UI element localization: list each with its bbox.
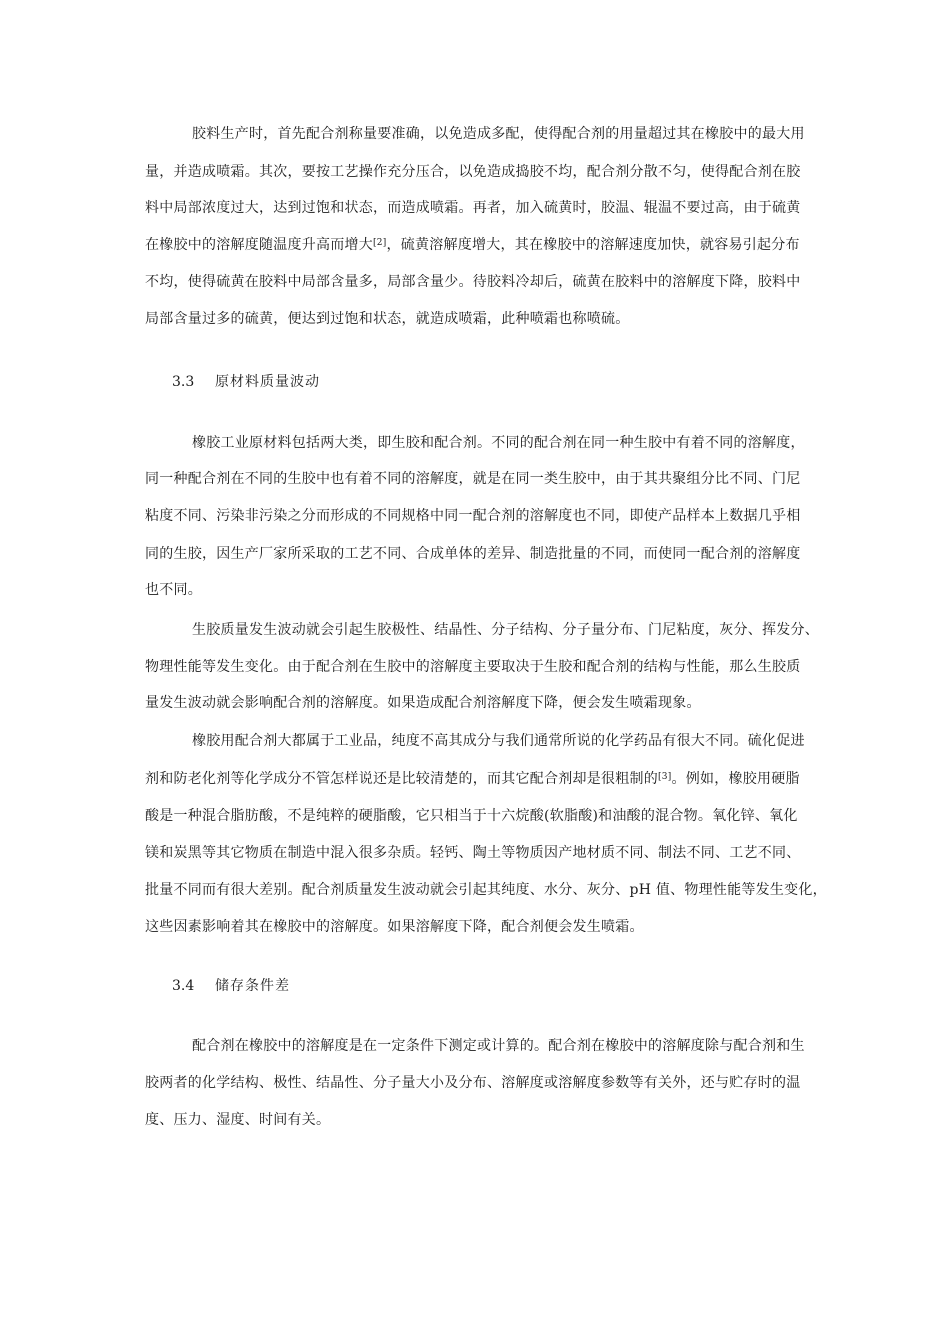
paragraph-4-line-5: 批量不同而有很大差别。配合剂质量发生波动就会引起其纯度、水分、灰分、pH 值、物理性能等发生变化， (145, 882, 827, 898)
paragraph-2-line-5: 也不同。 (145, 582, 202, 598)
line-text: 剂和防老化剂等化学成分不管怎样说还是比较清楚的，而其它配合剂却是很粗制的 (145, 771, 658, 787)
line-text: ，硫黄溶解度增大，其在橡胶中的溶解速度加快，就容易引起分布 (386, 237, 800, 253)
paragraph-5-line-3: 度、压力、湿度、时间有关。 (145, 1112, 331, 1128)
paragraph-1-line-5: 不均，使得硫黄在胶料中局部含量多，局部含量少。待胶料冷却后，硫黄在胶料中的溶解度下降，胶料中 (145, 274, 801, 290)
paragraph-3-line-1: 生胶质量发生波动就会引起生胶极性、结晶性、分子结构、分子量分布、门尼粘度，灰分、挥发分、 (192, 622, 819, 638)
paragraph-3-line-2: 物理性能等发生变化。由于配合剂在生胶中的溶解度主要取决于生胶和配合剂的结构与性能，那么生胶质 (145, 659, 801, 675)
paragraph-2-line-4: 同的生胶，因生产厂家所采取的工艺不同、合成单体的差异、制造批量的不同，而使同一配合剂的溶解度 (145, 546, 801, 562)
paragraph-3-line-3: 量发生波动就会影响配合剂的溶解度。如果造成配合剂溶解度下降，便会发生喷霜现象。 (145, 695, 701, 711)
line-text: 在橡胶中的溶解度随温度升高而增大 (145, 237, 373, 253)
paragraph-1-line-6: 局部含量过多的硫黄，便达到过饱和状态，就造成喷霜，此种喷霜也称喷硫。 (145, 311, 630, 327)
paragraph-2-line-3: 粘度不同、污染非污染之分而形成的不同规格中同一配合剂的溶解度也不同，即使产品样本上数据几乎相 (145, 508, 801, 524)
section-title: 储存条件差 (215, 978, 290, 994)
paragraph-4-line-3: 酸是一种混合脂肪酸，不是纯粹的硬脂酸，它只相当于十六烷酸(软脂酸)和油酸的混合物。氧化锌、氧化 (145, 808, 798, 824)
paragraph-4-line-6: 这些因素影响着其在橡胶中的溶解度。如果溶解度下降，配合剂便会发生喷霜。 (145, 919, 644, 935)
paragraph-4-line-2 (145, 769, 800, 789)
citation-ref: [2] (373, 238, 387, 248)
paragraph-5-line-1: 配合剂在橡胶中的溶解度是在一定条件下测定或计算的。配合剂在橡胶中的溶解度除与配合剂和生 (192, 1038, 805, 1054)
paragraph-2-line-2: 同一种配合剂在不同的生胶中也有着不同的溶解度，就是在同一类生胶中，由于其共聚组分比不同、门尼 (145, 471, 801, 487)
paragraph-1-line-1: 胶料生产时，首先配合剂称量要准确，以免造成多配，使得配合剂的用量超过其在橡胶中的最大用 (192, 126, 805, 142)
section-number: 3.3 (172, 374, 195, 390)
citation-ref: [3] (658, 772, 672, 782)
paragraph-1-line-4 (145, 235, 800, 255)
section-number: 3.4 (172, 978, 195, 994)
paragraph-1-line-2: 量，并造成喷霜。其次，要按工艺操作充分压合，以免造成捣胶不均，配合剂分散不匀，使得配合剂在胶 (145, 164, 801, 180)
paragraph-2-line-1: 橡胶工业原材料包括两大类，即生胶和配合剂。不同的配合剂在同一种生胶中有着不同的溶解度， (192, 435, 805, 451)
line-text: 。例如，橡胶用硬脂 (671, 771, 800, 787)
paragraph-4-line-1: 橡胶用配合剂大都属于工业品，纯度不高其成分与我们通常所说的化学药品有很大不同。硫化促进 (192, 733, 805, 749)
paragraph-1-line-3: 料中局部浓度过大，达到过饱和状态，而造成喷霜。再者，加入硫黄时，胶温、辊温不要过高，由于硫黄 (145, 200, 801, 216)
paragraph-5-line-2: 胶两者的化学结构、极性、结晶性、分子量大小及分布、溶解度或溶解度参数等有关外，还与贮存时的温 (145, 1075, 801, 1091)
section-title: 原材料质量波动 (215, 374, 320, 390)
paragraph-4-line-4: 镁和炭黑等其它物质在制造中混入很多杂质。轻钙、陶土等物质因产地材质不同、制法不同、工艺不同、 (145, 845, 801, 861)
